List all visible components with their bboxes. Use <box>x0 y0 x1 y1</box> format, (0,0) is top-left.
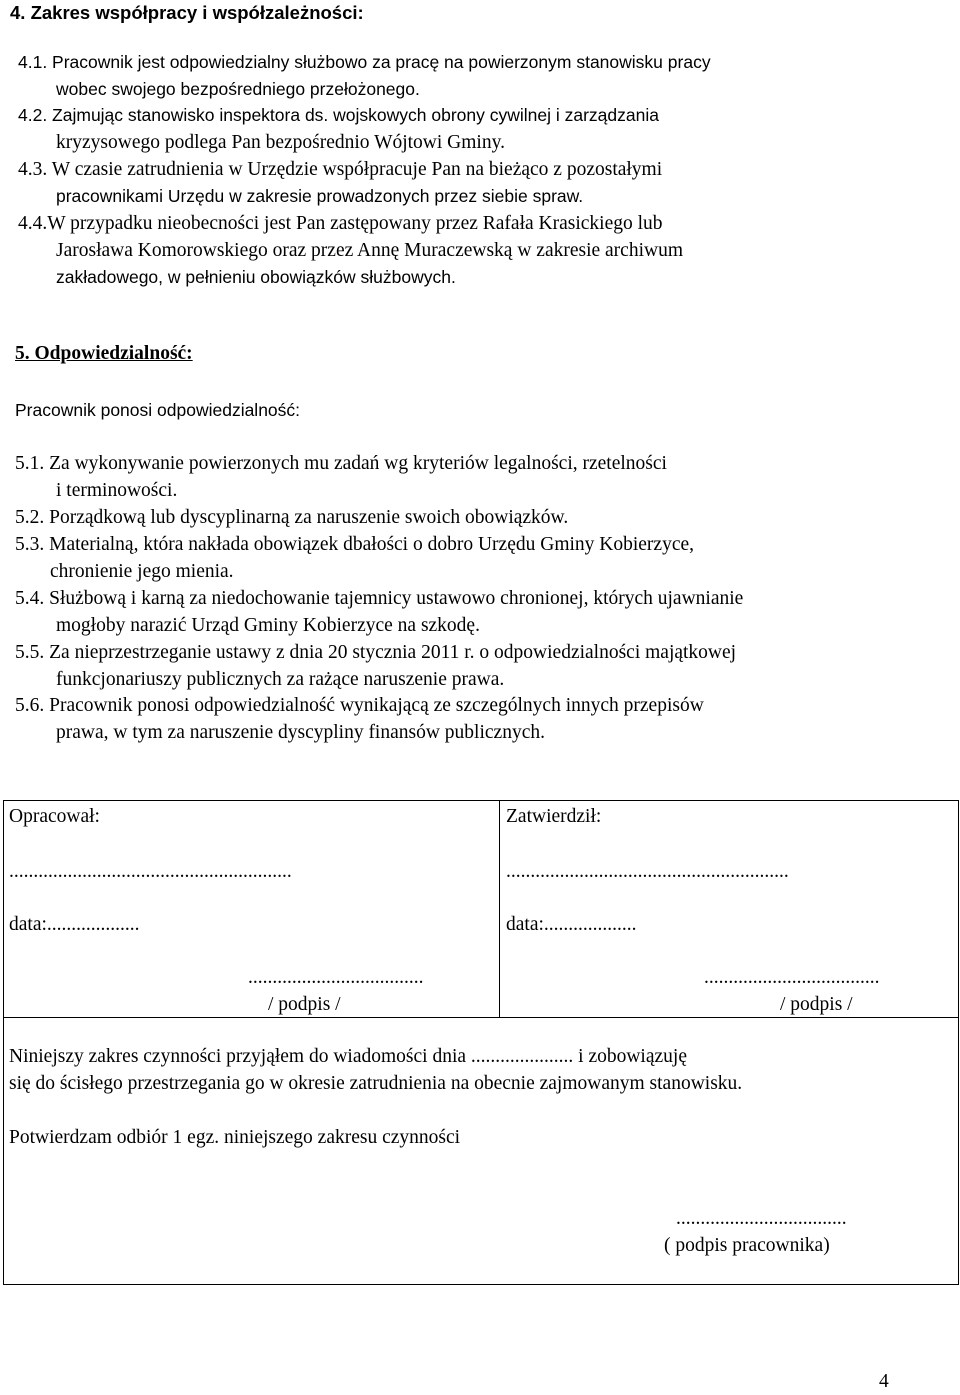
section-5-intro: Pracownik ponosi odpowiedzialność: <box>15 400 301 420</box>
section-5-heading: 5. Odpowiedzialność: <box>15 343 193 364</box>
section-4-heading: 4. Zakres współpracy i współzależności: <box>10 2 364 23</box>
paragraph-4-1-line-2: wobec swojego bezpośredniego przełożonego. <box>56 79 420 99</box>
signature-column-divider <box>499 800 500 1018</box>
prepared-by-dots: .......................................................... <box>9 861 292 882</box>
paragraph-5-1-line-2: i terminowości. <box>56 480 178 501</box>
paragraph-4-4-line-2: Jarosława Komorowskiego oraz przez Annę Muraczewską w zakresie archiwum <box>56 240 683 261</box>
prepared-by-signature-label: / podpis / <box>268 994 341 1015</box>
paragraph-4-2-line-1: 4.2. Zajmując stanowisko inspektora ds. wojskowych obrony cywilnej i zarządzania <box>18 105 659 125</box>
prepared-by-date: data:................... <box>9 914 140 935</box>
paragraph-4-4-line-1: 4.4.W przypadku nieobecności jest Pan zastępowany przez Rafała Krasickiego lub <box>18 213 663 234</box>
prepared-by-signature-dots: .................................... <box>248 967 424 988</box>
approved-by-signature-label: / podpis / <box>780 994 853 1015</box>
paragraph-4-3-line-1: 4.3. W czasie zatrudnienia w Urzędzie współpracuje Pan na bieżąco z pozostałymi <box>18 159 663 180</box>
paragraph-5-4-line-2: mogłoby narazić Urząd Gminy Kobierzyce na szkodę. <box>56 615 480 636</box>
receipt-confirmation: Potwierdzam odbiór 1 egz. niniejszego zakresu czynności <box>9 1127 461 1148</box>
paragraph-4-2-line-2: kryzysowego podlega Pan bezpośrednio Wójtowi Gminy. <box>56 132 505 153</box>
paragraph-5-2-line-1: 5.2. Porządkową lub dyscyplinarną za naruszenie swoich obowiązków. <box>15 507 569 528</box>
paragraph-5-4-line-1: 5.4. Służbową i karną za niedochowanie tajemnicy ustawowo chronionej, których ujawnianie <box>15 588 744 609</box>
paragraph-5-1-line-1: 5.1. Za wykonywanie powierzonych mu zadań wg kryteriów legalności, rzetelności <box>15 453 667 474</box>
employee-signature-dots: ................................... <box>676 1208 847 1229</box>
employee-signature-label: ( podpis pracownika) <box>664 1235 830 1256</box>
approved-by-label: Zatwierdził: <box>506 806 602 827</box>
paragraph-4-3-line-2: pracownikami Urzędu w zakresie prowadzonych przez siebie spraw. <box>56 186 584 206</box>
acknowledgement-line-2: się do ścisłego przestrzegania go w okresie zatrudnienia na obecnie zajmowanym stanowisku. <box>9 1073 743 1094</box>
approved-by-dots: .......................................................... <box>506 861 789 882</box>
approved-by-signature-dots: .................................... <box>704 967 880 988</box>
paragraph-5-6-line-2: prawa, w tym za naruszenie dyscypliny finansów publicznych. <box>56 722 545 743</box>
paragraph-5-6-line-1: 5.6. Pracownik ponosi odpowiedzialność wynikającą ze szczególnych innych przepisów <box>15 695 704 716</box>
paragraph-4-4-line-3: zakładowego, w pełnieniu obowiązków służbowych. <box>56 267 456 287</box>
paragraph-5-3-line-1: 5.3. Materialną, która nakłada obowiązek dbałości o dobro Urzędu Gminy Kobierzyce, <box>15 534 695 555</box>
page-number: 4 <box>879 1371 889 1392</box>
acknowledgement-line-1: Niniejszy zakres czynności przyjąłem do wiadomości dnia ..................... i zobowiązuję <box>9 1046 687 1067</box>
paragraph-4-1-line-1: 4.1. Pracownik jest odpowiedzialny służbowo za pracę na powierzonym stanowisku pracy <box>18 52 711 72</box>
approved-by-date: data:................... <box>506 914 637 935</box>
paragraph-5-3-line-2: chronienie jego mienia. <box>50 561 234 582</box>
paragraph-5-5-line-2: funkcjonariuszy publicznych za rażące naruszenie prawa. <box>56 669 505 690</box>
paragraph-5-5-line-1: 5.5. Za nieprzestrzeganie ustawy z dnia 20 stycznia 2011 r. o odpowiedzialności majątkowej <box>15 642 737 663</box>
prepared-by-label: Opracował: <box>9 806 100 827</box>
